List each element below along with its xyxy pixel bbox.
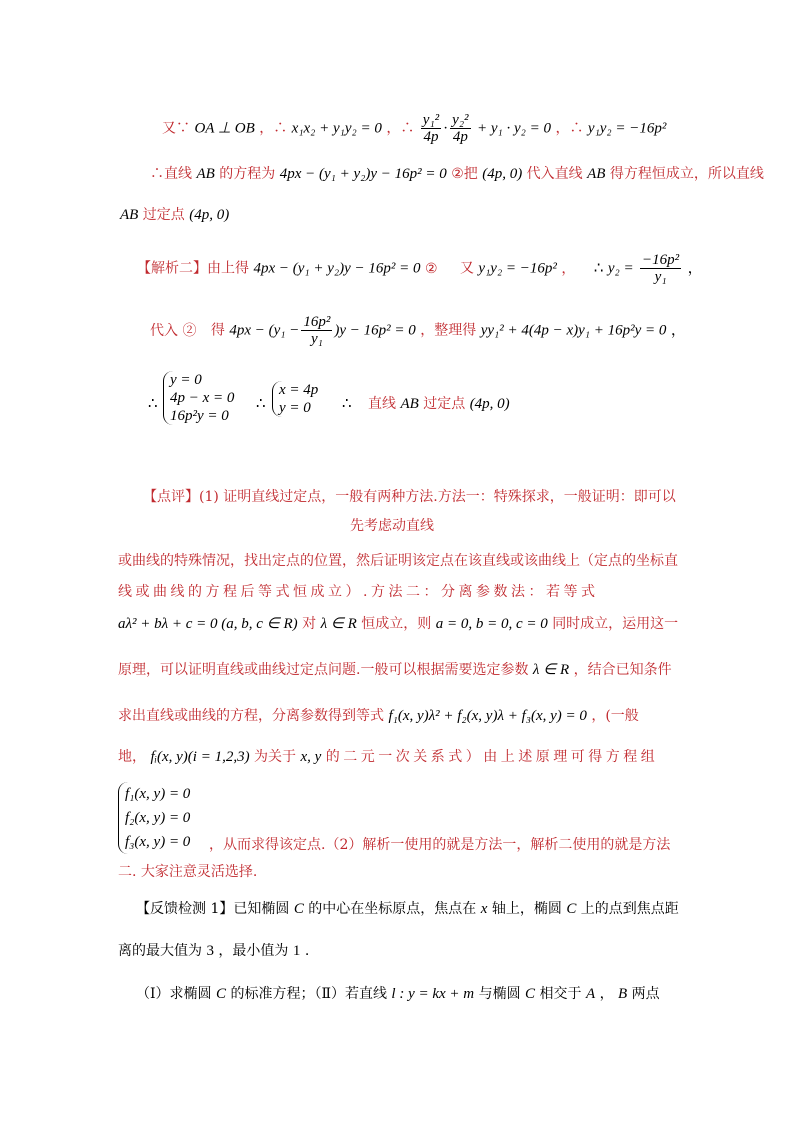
text: 代入直线: [526, 166, 583, 182]
comment-line-5: [118, 706, 639, 726]
math: A: [585, 986, 596, 1002]
equation: y = 0: [279, 400, 311, 416]
text: 的中心在坐标原点，焦点在: [308, 901, 477, 917]
math: y₁y₂ = −16p²: [478, 260, 557, 277]
math: x, y: [300, 749, 322, 765]
math: AB: [587, 166, 606, 182]
math: λ ∈ R: [532, 662, 570, 678]
math: l : y = kx + m: [391, 986, 475, 1002]
text: 上的点到焦点距: [580, 901, 679, 917]
text: 对: [302, 616, 317, 632]
equation: y = 0: [170, 372, 202, 388]
therefore-symbol: ∴: [342, 396, 352, 412]
text: 两点: [631, 986, 660, 1002]
text: 同时成立，运用这一: [552, 616, 679, 632]
comment-line-6: [118, 747, 658, 767]
text: 过定点: [423, 396, 466, 412]
text: 又: [459, 260, 474, 277]
solution-line-2: [150, 164, 764, 184]
text: ，最小值为: [218, 943, 289, 959]
math: OA ⊥ OB: [194, 120, 255, 137]
solution-line-1: 又∵ OA ⊥ OB ，∴ x₁x₂ + y₁y₂ = 0 ，∴ $\frac{\text{y₁²}}{4p}$ · $\frac{\text{y₂²}}{4p}$ + y₁ · y₂ = 0 ，∴ y₁y₂ = −16p²: [162, 112, 667, 145]
text: 代入 ②: [150, 322, 197, 339]
text: 与椭圆: [478, 986, 521, 1002]
text: （Ⅰ）求椭圆: [136, 986, 212, 1002]
text: ②把: [451, 166, 478, 182]
text: ，: [561, 260, 576, 277]
text: 相交于: [539, 986, 582, 1002]
text: 【解析二】由上得: [137, 260, 249, 277]
solution-line-6: [342, 394, 510, 414]
equation: f₂(x, y) = 0: [125, 810, 191, 826]
text: ，(一般: [591, 708, 639, 724]
math: B: [618, 986, 628, 1002]
text: ，∴: [259, 120, 288, 137]
math: AB: [400, 396, 419, 412]
text: 为关于: [254, 749, 297, 765]
equation-system-2: [272, 381, 318, 417]
text: ，结合已知条件: [573, 662, 672, 678]
equation-system-1: [163, 371, 234, 425]
text: 的二元一次关系式）由上述原理可得方程组: [325, 749, 659, 765]
math: a = 0, b = 0, c = 0: [435, 616, 548, 632]
math: 1: [292, 943, 301, 959]
text: ，: [670, 322, 686, 339]
feedback-line-1: [136, 899, 679, 919]
math: C: [215, 986, 226, 1002]
math: 4px − (y₁ −: [229, 322, 300, 339]
text: .: [304, 943, 310, 959]
text: ∴直线: [150, 166, 192, 182]
therefore-symbol: ∴: [593, 260, 604, 277]
comment-line-1: 或曲线的特殊情况，找出定点的位置，然后证明该定点在该直线或该曲线上（定点的坐标直: [118, 553, 678, 569]
math: )y − 16p² = 0: [334, 322, 416, 339]
math: (4p, 0): [469, 396, 510, 412]
comment-line-2: 线或曲线的方程后等式恒成立）.方法二：分离参数法：若等式: [118, 584, 599, 600]
math: C: [566, 901, 577, 917]
text: 原理，可以证明直线或曲线过定点问题.一般可以根据需要选定参数: [118, 662, 529, 678]
text: ②: [424, 260, 438, 277]
math: yy₁² + 4(4p − x)y₁ + 16p²y = 0: [480, 322, 667, 339]
math: aλ² + bλ + c = 0 (a, b, c ∈ R): [118, 616, 298, 632]
text: 轴上，椭圆: [491, 901, 562, 917]
text: 得方程恒成立，所以直线: [609, 166, 764, 182]
math: x₁x₂ + y₁y₂ = 0: [291, 120, 382, 137]
math: 3: [206, 943, 214, 959]
comment-centered-line: 先考虑动直线: [350, 518, 434, 534]
equation: x = 4p: [279, 382, 319, 398]
comment-line-8: 二. 大家注意灵活选择.: [118, 864, 258, 880]
solution-line-3: [120, 205, 229, 225]
text: 地，: [118, 749, 146, 765]
equation: 4p − x = 0: [170, 390, 235, 406]
text: ，: [599, 986, 614, 1002]
math: (4p, 0): [189, 207, 230, 223]
equation-system-3: [118, 782, 190, 854]
math: 4px − (y₁ + y₂)y − 16p² = 0: [279, 166, 447, 182]
equation: 16p²y = 0: [170, 408, 229, 424]
math: AB: [196, 166, 215, 182]
comment-line-3: [118, 614, 678, 634]
comment-line-4: [118, 660, 672, 680]
comment-line-7: ，从而求得该定点.（2）解析一使用的就是方法一，解析二使用的就是方法: [209, 837, 671, 853]
text: ，: [687, 260, 703, 277]
math: fᵢ(x, y)(i = 1,2,3): [150, 749, 250, 765]
solution-line-4: [137, 252, 703, 285]
comment-heading: 【点评】(1) 证明直线过定点，一般有两种方法.方法一：特殊探求，一般证明：即可以: [143, 489, 676, 505]
therefore-symbol: ∴: [148, 396, 158, 412]
text: 又∵: [162, 120, 190, 137]
text: 直线: [368, 396, 396, 412]
text: 求出直线或曲线的方程，分离参数得到等式: [118, 708, 384, 724]
text: ，∴: [386, 120, 415, 137]
text: 的方程为: [219, 166, 276, 182]
feedback-line-3: [136, 984, 660, 1004]
fraction: $\frac{\text{y₂²}}{4p}$: [452, 112, 469, 145]
solution-line-5: [150, 314, 686, 347]
text: 【反馈检测 1】已知椭圆: [136, 901, 290, 917]
equation: f₁(x, y) = 0: [125, 786, 191, 802]
math: x: [480, 901, 488, 917]
fraction: $\frac{\text{16p²}}{\text{y₁}}$: [303, 314, 331, 347]
math: (4p, 0): [482, 166, 523, 182]
text: 离的最大值为: [118, 943, 202, 959]
fraction: $\frac{\text{y₁²}}{4p}$: [422, 112, 440, 145]
equation: f₃(x, y) = 0: [125, 834, 191, 850]
text: 恒成立，则: [361, 616, 432, 632]
text: ，整理得: [420, 322, 477, 339]
math: + y₁ · y₂ = 0: [477, 120, 551, 137]
math: C: [525, 986, 536, 1002]
math: f₁(x, y)λ² + f₂(x, y)λ + f₃(x, y) = 0: [388, 708, 587, 724]
text: ，∴: [555, 120, 584, 137]
fraction: $\frac{\text{−16p²}}{\text{y₁}}$: [642, 252, 680, 285]
math: y₁y₂ = −16p²: [587, 120, 667, 137]
therefore-symbol: ∴: [256, 396, 266, 412]
math: AB: [120, 207, 139, 223]
math: λ ∈ R: [320, 616, 357, 632]
text: 的标准方程；（Ⅱ）若直线: [230, 986, 387, 1002]
feedback-line-2: [118, 941, 309, 961]
text: 过定点: [142, 207, 185, 223]
math: y₂ =: [607, 260, 634, 277]
math: 4px − (y₁ + y₂)y − 16p² = 0: [253, 260, 421, 277]
math: C: [293, 901, 304, 917]
text: 得: [210, 322, 225, 339]
